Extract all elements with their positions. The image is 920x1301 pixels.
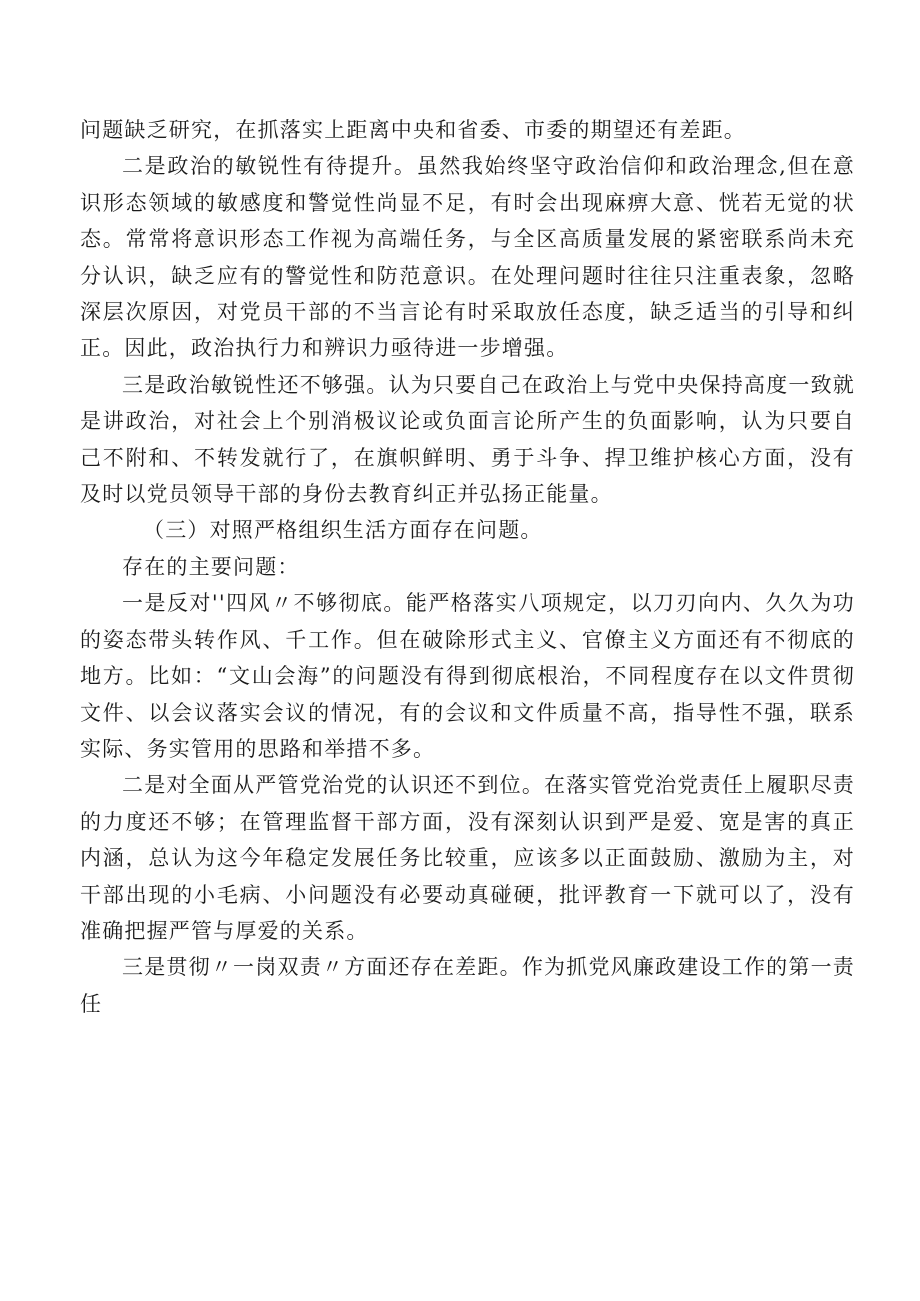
section-heading-organizational-life: （三）对照严格组织生活方面存在问题。 — [143, 518, 543, 543]
paragraph-main-problems-label: 存在的主要问题： — [122, 554, 300, 579]
paragraph-continuation: 问题缺乏研究，在抓落实上距离中央和省委、市委的期望还有差距。 — [80, 118, 746, 142]
paragraph-political-sensitivity-strength: 三是政治敏锐性还不够强。认为只要自己在政治上与党中央保持高度一致就是讲政治，对社会上个别消极议论或负面言论所产生的负面影响，认为只要自己不附和、不转发就行了，在旗帜鲜明、勇于斗争、捍卫维护核心方面，没有及时以党员领导干部的身份去教育纠正并弘扬正能量。 — [80, 372, 855, 507]
paragraph-one-post-two-duties: 三是贯彻〃一岗双责〃方面还存在差距。作为抓党风廉政建设工作的第一责任 — [80, 955, 855, 1016]
paragraph-political-sensitivity-improve: 二是政治的敏锐性有待提升。虽然我始终坚守政治信仰和政治理念,但在意识形态领域的敏感度和警觉性尚显不足，有时会出现麻痹大意、恍若无觉的状态。常常将意识形态工作视为高端任务，与全区高质量发展的紧密联系尚未充分认识，缺乏应有的警觉性和防范意识。在处理问题时往往只注重表象，忽略深层次原因，对党员干部的不当言论有时采取放任态度，缺乏适当的引导和纠正。因此，政治执行力和辨识力亟待进一步增强。 — [80, 154, 855, 361]
paragraph-four-winds: 一是反对''四风〃不够彻底。能严格落实八项规定，以刀刃向内、久久为功的姿态带头转作风、千工作。但在破除形式主义、官僚主义方面还有不彻底的地方。比如：“文山会海”的问题没有得到彻底根治，不同程度存在以文件贯彻文件、以会议落实会议的情况，有的会议和文件质量不高，指导性不强，联系实际、务实管用的思路和举措不多。 — [80, 591, 855, 761]
document-body — [80, 112, 855, 1022]
paragraph-strict-party-governance: 二是对全面从严管党治党的认识还不到位。在落实管党治党责任上履职尽责的力度还不够；在管理监督干部方面，没有深刻认识到严是爱、宽是害的真正内涵，总认为这今年稳定发展任务比较重，应该多以正面鼓励、激励为主，对干部出现的小毛病、小问题没有必要动真碰硬，批评教育一下就可以了，没有准确把握严管与厚爱的关系。 — [80, 773, 855, 943]
